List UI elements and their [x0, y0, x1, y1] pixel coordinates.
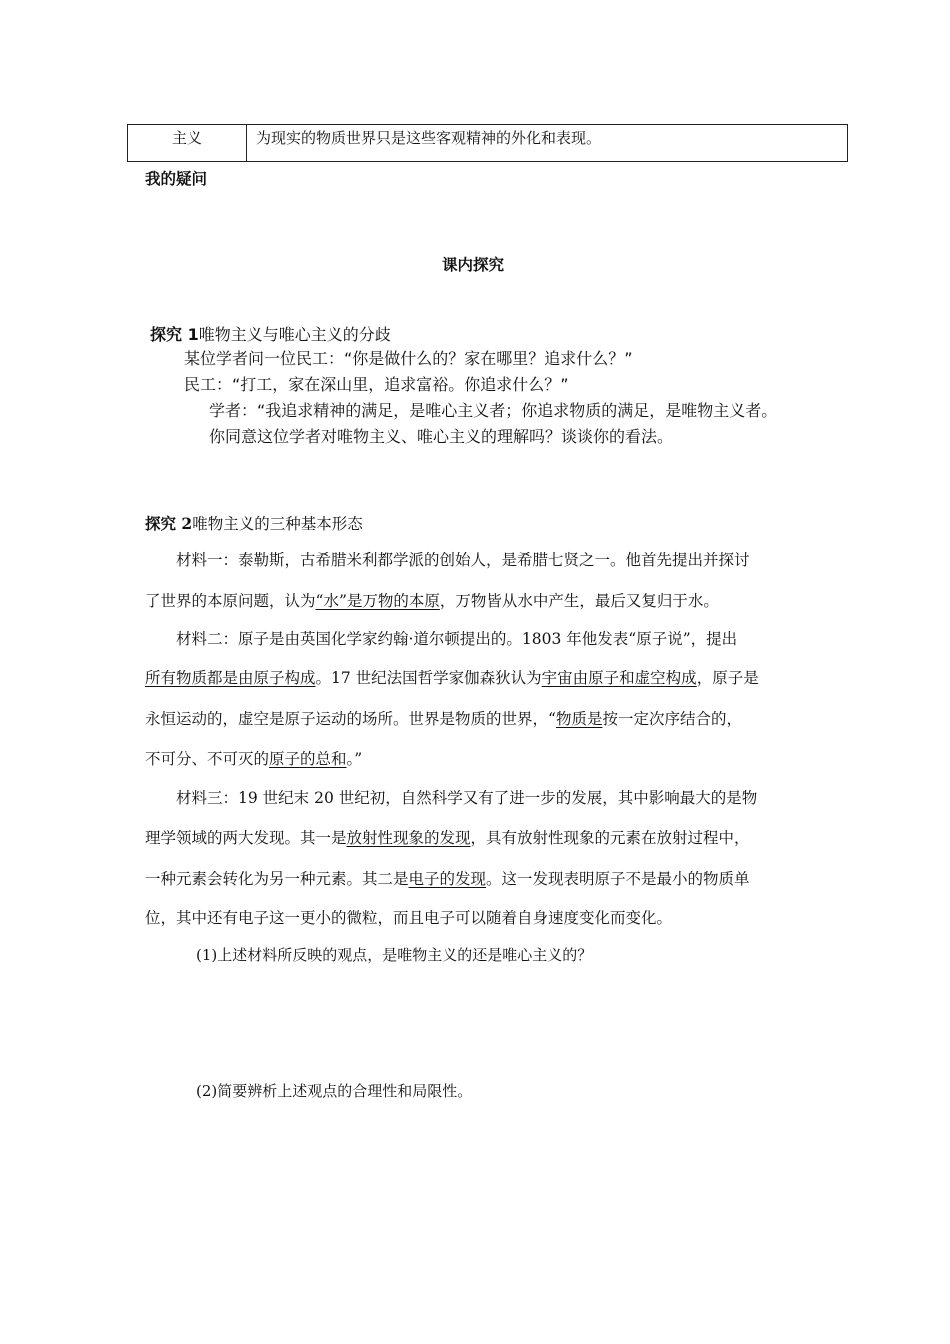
question-2: (2)简要辨析上述观点的合理性和局限性。: [196, 1082, 473, 1100]
material3-line3: [145, 867, 750, 889]
text-span: ，具有放射性现象的元素在放射过程中，: [470, 829, 750, 847]
inquiry2-heading: [145, 512, 363, 534]
text-span: 一种元素会转化为另一种元素。其二是: [145, 870, 409, 888]
material1-line1: 材料一：泰勒斯，古希腊米利都学派的创始人，是希腊七贤之一。他首先提出并探讨: [176, 551, 750, 569]
question-1: (1)上述材料所反映的观点，是唯物主义的还是唯心主义的？: [196, 946, 593, 964]
text-span: 。17 世纪法国哲学家伽森狄认为: [315, 669, 542, 687]
inquiry2-title: 唯物主义的三种基本形态: [192, 515, 363, 533]
underlined-phrase: 所有物质都是由原子构成: [145, 669, 316, 687]
text-span: 永恒运动的，虚空是原子运动的场所。世界是物质的世界，“: [145, 710, 556, 728]
text-span: 不可分、不可灭的: [145, 750, 270, 768]
text-span: 。”: [346, 750, 363, 768]
underlined-phrase: 宇宙由原子和虚空构成: [541, 669, 697, 687]
concept-table: [127, 124, 848, 162]
material3-line4: 位，其中还有电子这一更小的微粒，而且电子可以随着自身速度变化而变化。: [145, 909, 673, 927]
text-span: 按一定次序结合的，: [602, 710, 742, 728]
text-span: 了世界的本原问题，认为: [145, 592, 316, 610]
inquiry1-line2: 民工：“打工，家在深山里，追求富裕。你追求什么？”: [184, 375, 569, 394]
inquiry1-line4: 你同意这位学者对唯物主义、唯心主义的理解吗？谈谈你的看法。: [209, 427, 674, 446]
text-span: 理学领域的两大发现。其一是: [145, 829, 347, 847]
inquiry1-line3: 学者：“我追求精神的满足，是唯心主义者；你追求物质的满足，是唯物主义者。: [209, 401, 778, 420]
material2-line1: 材料二：原子是由英国化学家约翰·道尔顿提出的。1803 年他发表“原子说”，提出: [176, 630, 738, 648]
underlined-phrase: 原子的总和: [269, 750, 347, 768]
my-questions-heading: 我的疑问: [145, 169, 208, 188]
section-title: 课内探究: [442, 255, 505, 274]
underlined-phrase: 放射性现象的发现: [346, 829, 471, 847]
text-span: ，原子是: [696, 669, 759, 687]
material3-line2: [145, 826, 750, 848]
table-cell-term: 主义: [128, 125, 247, 161]
material3-line1: 材料三：19 世纪末 20 世纪初，自然科学又有了进一步的发展，其中影响最大的是物: [176, 789, 758, 807]
inquiry1-label: 探究 1: [150, 325, 199, 344]
inquiry1-heading: [150, 322, 391, 345]
inquiry1-title: 唯物主义与唯心主义的分歧: [198, 325, 391, 344]
underlined-phrase: 物质是: [555, 710, 603, 728]
material2-line3: [145, 707, 742, 729]
inquiry1-line1: 某位学者问一位民工：“你是做什么的？家在哪里？追求什么？”: [184, 349, 633, 368]
text-span: ，万物皆从水中产生，最后又复归于水。: [439, 592, 719, 610]
table-cell-definition: 为现实的物质世界只是这些客观精神的外化和表现。: [256, 129, 602, 147]
inquiry2-label: 探究 2: [145, 514, 193, 533]
underlined-phrase: 电子的发现: [408, 870, 487, 888]
text-span: 。这一发现表明原子不是最小的物质单: [486, 870, 750, 888]
material1-line2: [145, 589, 719, 611]
material2-line4: [145, 747, 362, 769]
material2-line2: [145, 666, 759, 688]
underlined-phrase: “水”是万物的本原: [315, 592, 440, 610]
